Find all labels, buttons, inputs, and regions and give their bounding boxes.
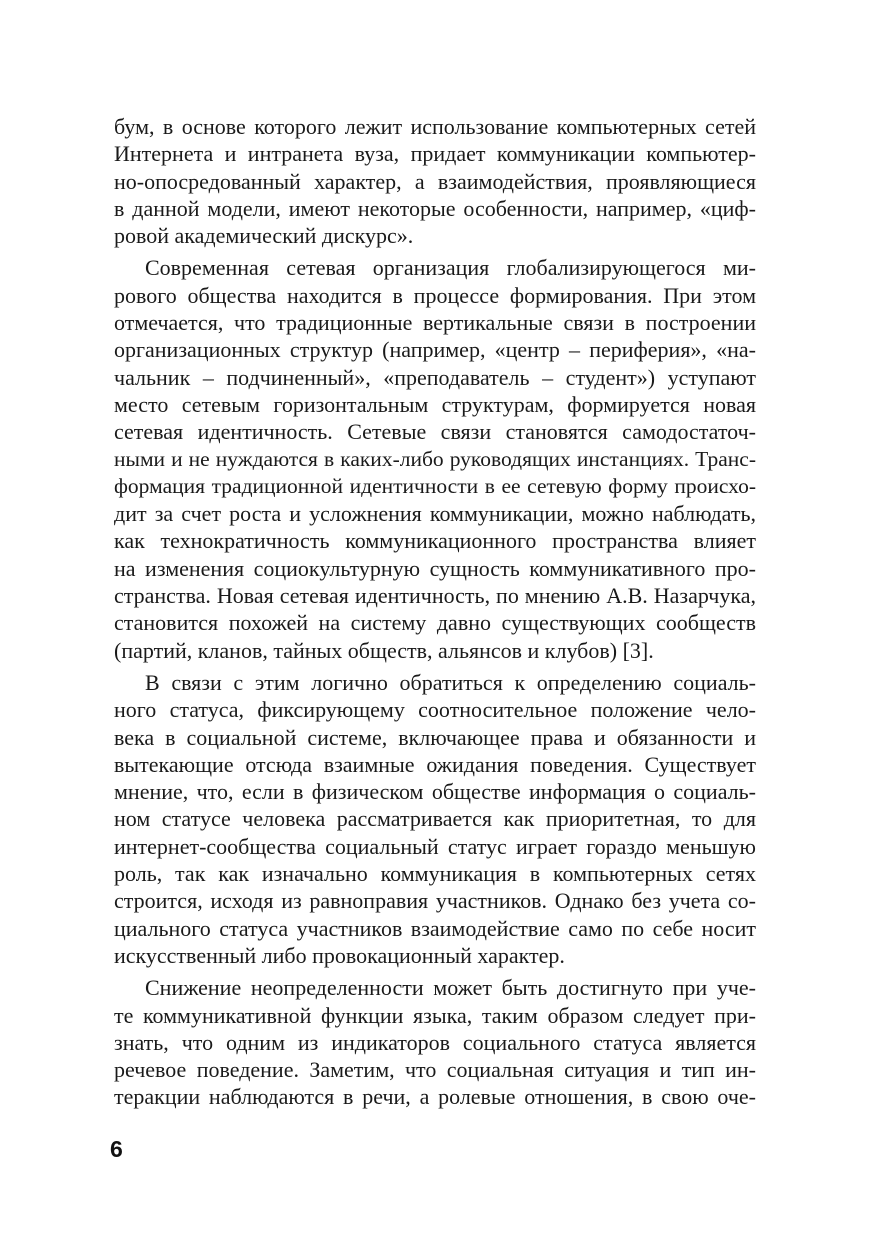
paragraph-3 xyxy=(114,669,756,969)
text-line: чальник – подчиненный», «преподаватель – студент») уступают xyxy=(114,364,756,390)
paragraph-1 xyxy=(114,113,756,249)
text-line: формация традиционной идентичности в ее сетевую форму происхо- xyxy=(114,473,756,498)
text-line: В связи с этим логично обратиться к определению социаль- xyxy=(145,669,756,695)
text-line: ного статуса, фиксирующему соотносительное положение чело- xyxy=(114,697,756,723)
text-line: место сетевым горизонтальным структурам, формируется новая xyxy=(114,391,756,417)
text-line: отмечается, что традиционные вертикальные связи в построении xyxy=(114,310,756,336)
text-line: как технократичность коммуникационного пространства влияет xyxy=(114,528,756,554)
text-line: становится похожей на систему давно существующих сообществ xyxy=(114,610,756,636)
text-line: века в социальной системе, включающее права и обязанности и xyxy=(114,724,756,750)
text-line: ровой академический дискурс». xyxy=(114,223,414,249)
text-line: странства. Новая сетевая идентичность, по мнению А.В. Назарчука, xyxy=(114,583,756,609)
text-line: ном статусе человека рассматривается как приоритетная, то для xyxy=(114,806,756,832)
page-number: 6 xyxy=(110,1136,123,1162)
text-line: бум, в основе которого лежит использование компьютерных сетей xyxy=(114,114,756,139)
text-line: ными и не нуждаются в каких-либо руководящих инстанциях. Транс- xyxy=(114,446,756,471)
text-line: на изменения социокультурную сущность коммуникативного про- xyxy=(114,555,756,581)
paragraph-2 xyxy=(114,254,756,663)
text-line: роль, так как изначально коммуникация в компьютерных сетях xyxy=(114,861,756,887)
text-line: Интернета и интранета вуза, придает коммуникации компьютер- xyxy=(114,141,756,167)
text-line: вытекающие отсюда взаимные ожидания поведения. Существует xyxy=(114,751,756,777)
text-line: но-опосредованный характер, а взаимодействия, проявляющиеся xyxy=(114,168,756,194)
text-line: Снижение неопределенности может быть достигнуто при уче- xyxy=(145,975,756,1001)
text-line: Современная сетевая организация глобализирующегося ми- xyxy=(145,255,756,281)
text-line: организационных структур (например, «центр – периферия», «на- xyxy=(114,337,756,363)
text-line: в данной модели, имеют некоторые особенности, например, «циф- xyxy=(114,195,756,221)
text-line: дит за счет роста и усложнения коммуникации, можно наблюдать, xyxy=(114,501,756,527)
text-line: рового общества находится в процессе формирования. При этом xyxy=(114,282,756,308)
text-line: интернет-сообщества социальный статус играет гораздо меньшую xyxy=(114,833,756,859)
text-line: мнение, что, если в физическом обществе информация о социаль- xyxy=(114,779,756,805)
text-line: циального статуса участников взаимодействие само по себе носит xyxy=(114,915,756,941)
text-line: речевое поведение. Заметим, что социальная ситуация и тип ин- xyxy=(114,1057,756,1083)
text-line: искусственный либо провокационный характер. xyxy=(114,942,565,968)
text-line: (партий, кланов, тайных обществ, альянсов и клубов) [3]. xyxy=(114,637,654,663)
text-line: те коммуникативной функции языка, таким образом следует при- xyxy=(114,1002,756,1028)
text-line: строится, исходя из равноправия участников. Однако без учета со- xyxy=(114,888,756,914)
page-body xyxy=(114,113,756,1111)
text-line: сетевая идентичность. Сетевые связи становятся самодостаточ- xyxy=(114,419,756,445)
text-line: теракции наблюдаются в речи, а ролевые отношения, в свою оче- xyxy=(114,1084,756,1110)
paragraph-4 xyxy=(114,974,756,1110)
text-line: знать, что одним из индикаторов социального статуса является xyxy=(114,1029,756,1055)
